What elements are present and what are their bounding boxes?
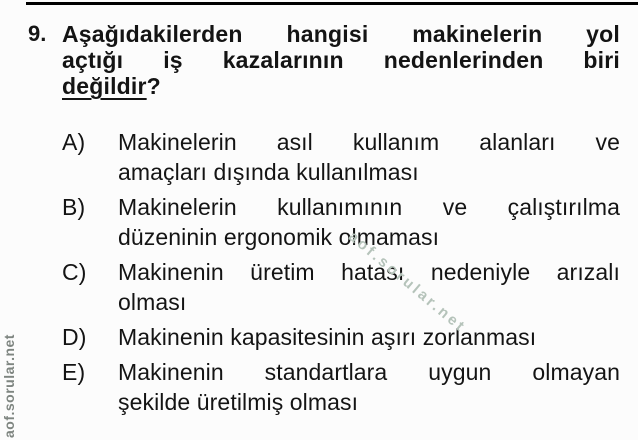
option-c [62,257,620,317]
option-b-line-1: Makinelerin kullanımının ve çalıştırılma [118,194,620,220]
option-a-text [118,127,620,187]
option-a-line-2: amaçları dışında kullanılması [118,159,419,185]
question-line-3 [62,73,620,99]
option-b-letter: B) [62,194,86,220]
option-c-line-2: olması [118,289,187,315]
option-d-letter: D) [62,324,87,350]
question-number: 9. [28,21,47,46]
option-d-text [118,322,620,352]
watermark-diagonal: aof.sorular.net [345,228,470,337]
option-e-letter: E) [62,359,86,385]
option-d [62,322,620,352]
option-a-line-1: Makinelerin asıl kullanım alanları ve [118,129,620,155]
option-c-letter: C) [62,259,87,285]
watermark-left-vertical: aof.sorular.net [1,334,17,438]
option-e-line-1: Makinenin standartlara uygun olmayan [118,359,620,385]
option-b-line-2: düzeninin ergonomik olmaması [118,224,440,250]
option-a [62,127,620,187]
option-a-letter: A) [62,129,86,155]
question-line-2: açtığı iş kazalarının nedenlerinden biri [62,47,620,73]
option-b [62,192,620,252]
option-e-line-2: şekilde üretilmiş olması [118,389,359,415]
option-c-text [118,257,620,317]
option-e-text [118,357,620,417]
option-c-line-1: Makinenin üretim hatası nedeniyle arızalı [118,259,620,285]
question-block [22,21,620,99]
option-e [62,357,620,417]
separator-line [26,2,638,5]
options-list [62,127,620,422]
question-text [62,21,620,99]
option-d-line-1: Makinenin kapasitesinin aşırı zorlanması [118,324,537,350]
emphasized-word: değildir [62,73,147,99]
question-mark: ? [146,73,161,99]
question-line-1: Aşağıdakilerden hangisi makinelerin yol [62,21,620,47]
